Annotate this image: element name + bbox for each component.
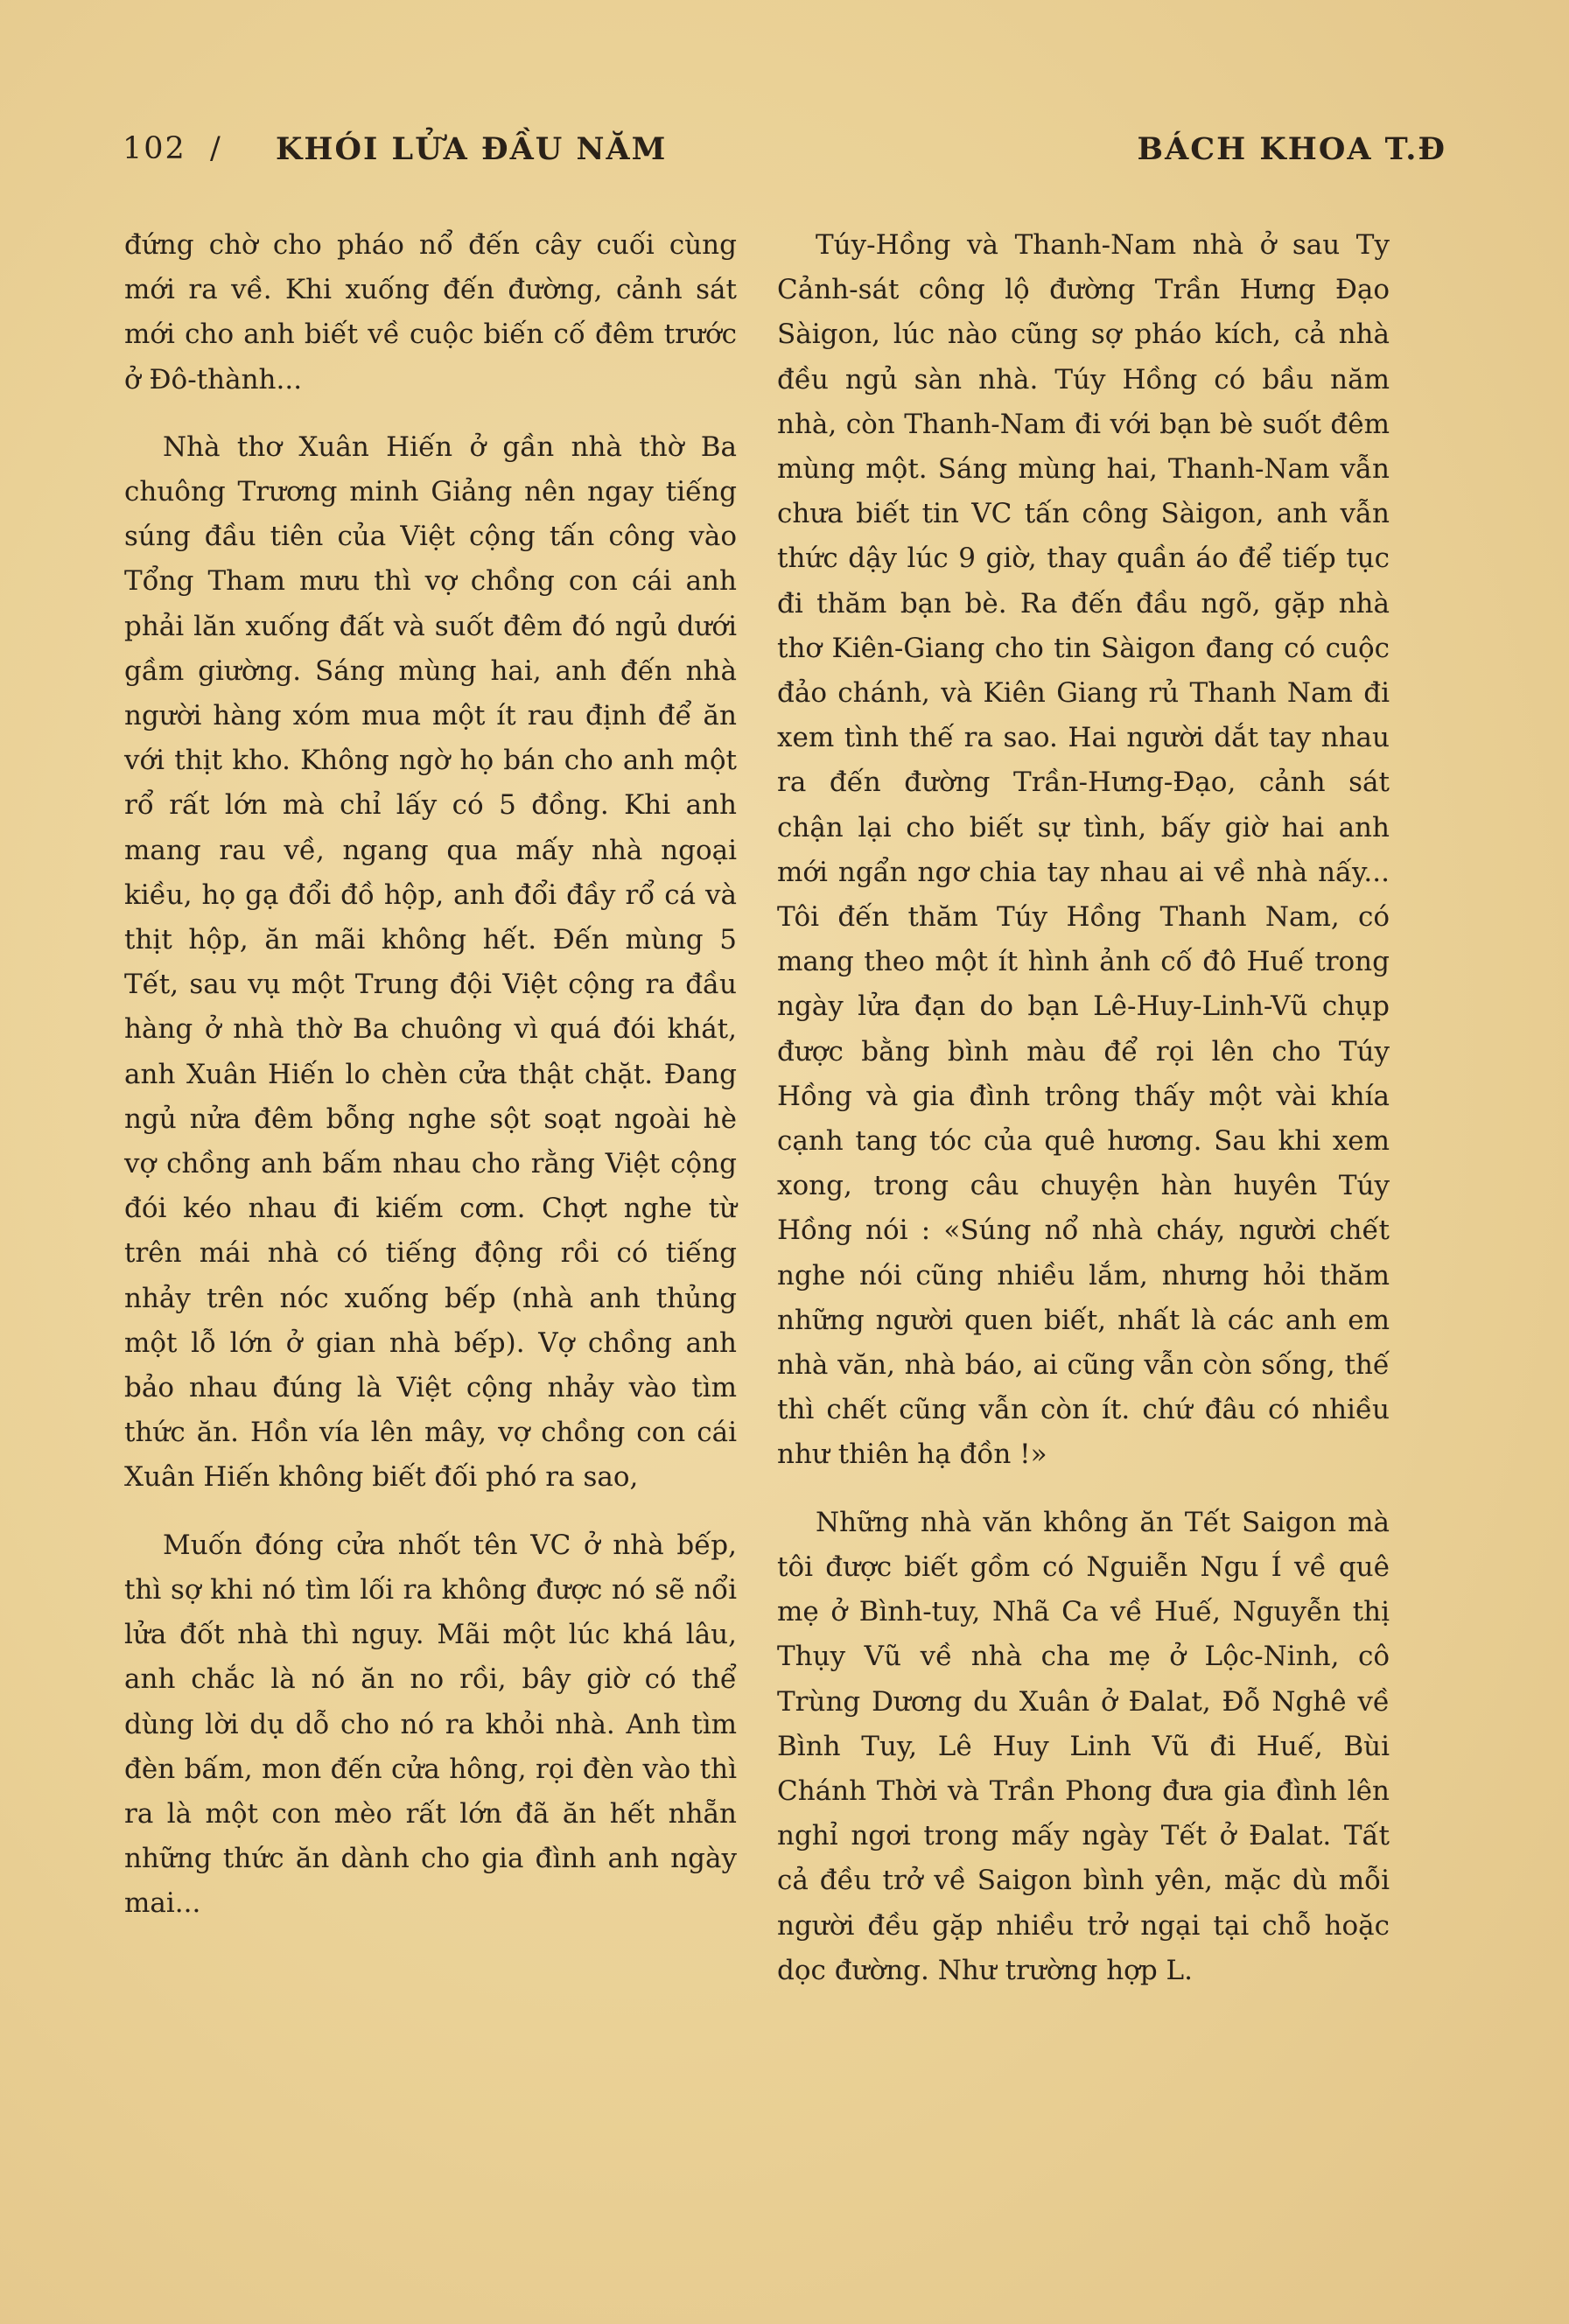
- paragraph: Muốn đóng cửa nhốt tên VC ở nhà bếp, thì sợ khi nó tìm lối ra không được nó sẽ nổi lửa đốt nhà thì nguy. Mãi một lúc khá lâu, anh chắc là nó ăn no rồi, bây giờ có thể dùng lời dụ dỗ cho nó ra khỏi nhà. Anh tìm đèn bấm, mon đến cửa hông, rọi đèn vào thì ra là một con mèo rất lớn đã ăn hết nhẵn những thức ăn dành cho gia đình anh ngày mai...: [124, 1529, 737, 1920]
- section-title: KHÓI LỬA ĐẦU NĂM: [276, 131, 668, 167]
- page-header: [123, 131, 1446, 172]
- paragraph: đứng chờ cho pháo nổ đến cây cuối cùng mới ra về. Khi xuống đến đường, cảnh sát mới cho anh biết về cuộc biến cố đêm trước ở Đô-thành...: [124, 229, 737, 396]
- paragraph: Những nhà văn không ăn Tết Saigon mà tôi được biết gồm có Nguiễn Ngu Í về quê mẹ ở Bình-tuy, Nhã Ca về Huế, Nguyễn thị Thụy Vũ về nhà cha mẹ ở Lộc-Ninh, cô Trùng Dương du Xuân ở Đalat, Đỗ Nghê về Bình Tuy, Lê Huy Linh Vũ đi Huế, Bùi Chánh Thời và Trần Phong đưa gia đình lên nghỉ ngơi trong mấy ngày Tết ở Đalat. Tất cả đều trở về Saigon bình yên, mặc dù mỗi người đều gặp nhiều trở ngại tại chỗ hoặc dọc đường. Như trường hợp L.: [777, 1506, 1390, 1986]
- left-column: [124, 223, 737, 1927]
- right-column: [777, 223, 1390, 1993]
- paragraph: Nhà thơ Xuân Hiến ở gần nhà thờ Ba chuông Trương minh Giảng nên ngay tiếng súng đầu tiên của Việt cộng tấn công vào Tổng Tham mưu thì vợ chồng con cái anh phải lăn xuống đất và suốt đêm đó ngủ dưới gầm giường. Sáng mùng hai, anh đến nhà người hàng xóm mua một ít rau định để ăn với thịt kho. Không ngờ họ bán cho anh một rổ rất lớn mà chỉ lấy có 5 đồng. Khi anh mang rau về, ngang qua mấy nhà ngoại kiều, họ gạ đổi đồ hộp, anh đổi đầy rổ cá và thịt hộp, ăn mãi không hết. Đến mùng 5 Tết, sau vụ một Trung đội Việt cộng ra đầu hàng ở nhà thờ Ba chuông vì quá đói khát, anh Xuân Hiến lo chèn cửa thật chặt. Đang ngủ nửa đêm bỗng nghe sột soạt ngoài hè vợ chồng anh bấm nhau cho rằng Việt cộng đói kéo nhau đi kiếm cơm. Chợt nghe từ trên mái nhà có tiếng động rồi có tiếng nhảy trên nóc xuống bếp (nhà anh thủng một lỗ lớn ở gian nhà bếp). Vợ chồng anh bảo nhau đúng là Việt cộng nhảy vào tìm thức ăn. Hồn vía lên mây, vợ chồng con cái Xuân Hiến không biết đối phó ra sao,: [124, 430, 737, 1494]
- page-number: 102: [123, 131, 186, 166]
- paragraph: Túy-Hồng và Thanh-Nam nhà ở sau Ty Cảnh-sát công lộ đường Trần Hưng Đạo Sàigon, lúc nào cũng sợ pháo kích, cả nhà đều ngủ sàn nhà. Túy Hồng có bầu năm nhà, còn Thanh-Nam đi với bạn bè suốt đêm mùng một. Sáng mùng hai, Thanh-Nam vẫn chưa biết tin VC tấn công Sàigon, anh vẫn thức dậy lúc 9 giờ, thay quần áo để tiếp tục đi thăm bạn bè. Ra đến đầu ngõ, gặp nhà thơ Kiên-Giang cho tin Sàigon đang có cuộc đảo chánh, và Kiên Giang rủ Thanh Nam đi xem tình thế ra sao. Hai người dắt tay nhau ra đến đường Trần-Hưng-Đạo, cảnh sát chận lại cho biết sự tình, bấy giờ hai anh mới ngẩn ngơ chia tay nhau ai về nhà nấy... Tôi đến thăm Túy Hồng Thanh Nam, có mang theo một ít hình ảnh cố đô Huế trong ngày lửa đạn do bạn Lê-Huy-Linh-Vũ chụp được bằng bình màu để rọi lên cho Túy Hồng và gia đình trông thấy một vài khía cạnh tang tóc của quê hương. Sau khi xem xong, trong câu chuyện hàn huyên Túy Hồng nói : «Súng nổ nhà cháy, người chết nghe nói cũng nhiều lắm, nhưng hỏi thăm những người quen biết, nhất là các anh em nhà văn, nhà báo, ai cũng vẫn còn sống, thế thì chết cũng vẫn còn ít. chứ đâu có nhiều như thiên hạ đồn !»: [777, 229, 1390, 1471]
- header-separator: /: [210, 131, 222, 166]
- publication-name: BÁCH KHOA T.Đ: [1137, 131, 1446, 167]
